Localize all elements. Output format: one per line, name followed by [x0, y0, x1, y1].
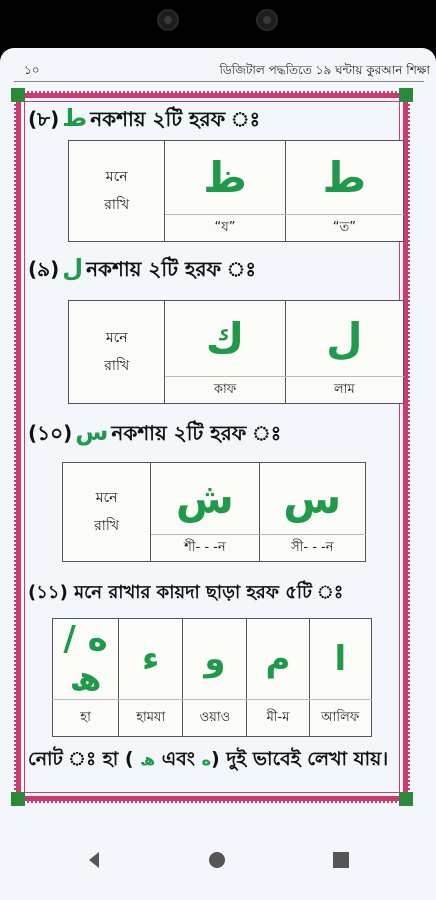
- section-11-table: [52, 618, 372, 737]
- letter-name: শী- - -ন: [151, 535, 259, 562]
- page-header: [0, 58, 436, 82]
- section-10-heading: (১০) س নকশায় ২টি হরফ ঃ: [28, 418, 282, 446]
- header-divider: [14, 81, 424, 82]
- front-camera-icon: [157, 9, 179, 31]
- letter-name: আলিফ: [309, 700, 371, 737]
- letter-name: হা: [53, 700, 119, 737]
- remember-note: মনে রাখি: [69, 301, 165, 404]
- letter-name: ওয়াও: [183, 700, 247, 737]
- page-number: ১০: [24, 63, 40, 77]
- letter-name: সী- - -ন: [259, 535, 365, 562]
- corner-ornament: [11, 88, 25, 102]
- remember-note: মনে রাখি: [69, 141, 165, 242]
- letter-name: “ত”: [285, 215, 403, 242]
- letter-name: লাম: [285, 377, 403, 404]
- corner-ornament: [399, 792, 413, 806]
- letter-name: কাফ: [165, 377, 285, 404]
- section-11-heading: (১১) মনে রাখার কায়দা ছাড়া হরফ ৫টি ঃ: [28, 582, 344, 603]
- letter-seen: س: [283, 473, 342, 523]
- section-9-heading: (৯) ل নকশায় ২টি হরফ ঃ: [28, 254, 257, 282]
- letter-name: হামযা: [119, 700, 183, 737]
- letter-meem: م: [265, 639, 291, 679]
- book-title: ডিজিটাল পদ্ধতিতে ১৯ ঘন্টায় কুরআন শিক্ষা: [219, 63, 430, 77]
- letter-toa: ط: [322, 152, 367, 202]
- letter-kaf: ك: [205, 313, 245, 363]
- back-icon[interactable]: [80, 846, 108, 874]
- book-page[interactable]: [0, 48, 436, 830]
- letter-name: মী-ম: [247, 700, 309, 737]
- footer-note: নোট ঃ হা ( ھ এবং ه) দুই ভাবেই লেখা যায়।: [28, 748, 389, 770]
- section-9-table: [68, 300, 404, 404]
- letter-alif: ا: [334, 639, 347, 679]
- letter-zoa: ظ: [203, 152, 247, 202]
- corner-ornament: [11, 792, 25, 806]
- front-sensor-icon: [256, 9, 278, 31]
- status-bar: [0, 0, 436, 48]
- letter-name: “য”: [165, 215, 285, 242]
- home-icon[interactable]: [203, 846, 231, 874]
- section-10-table: [62, 462, 366, 562]
- section-8-table: [68, 140, 404, 242]
- letter-hamza: ء: [142, 639, 160, 679]
- letter-waw: و: [204, 639, 226, 679]
- navigation-bar: [0, 830, 436, 900]
- section-8-heading: (৮) ط নকশায় ২টি হরফ ঃ: [28, 104, 261, 132]
- recent-apps-icon[interactable]: [327, 846, 355, 874]
- corner-ornament: [399, 88, 413, 102]
- remember-note: মনে রাখি: [63, 463, 151, 562]
- letter-ha: ه / ھ: [63, 619, 108, 699]
- letter-sheen: ش: [175, 473, 234, 523]
- letter-lam: ل: [326, 313, 363, 363]
